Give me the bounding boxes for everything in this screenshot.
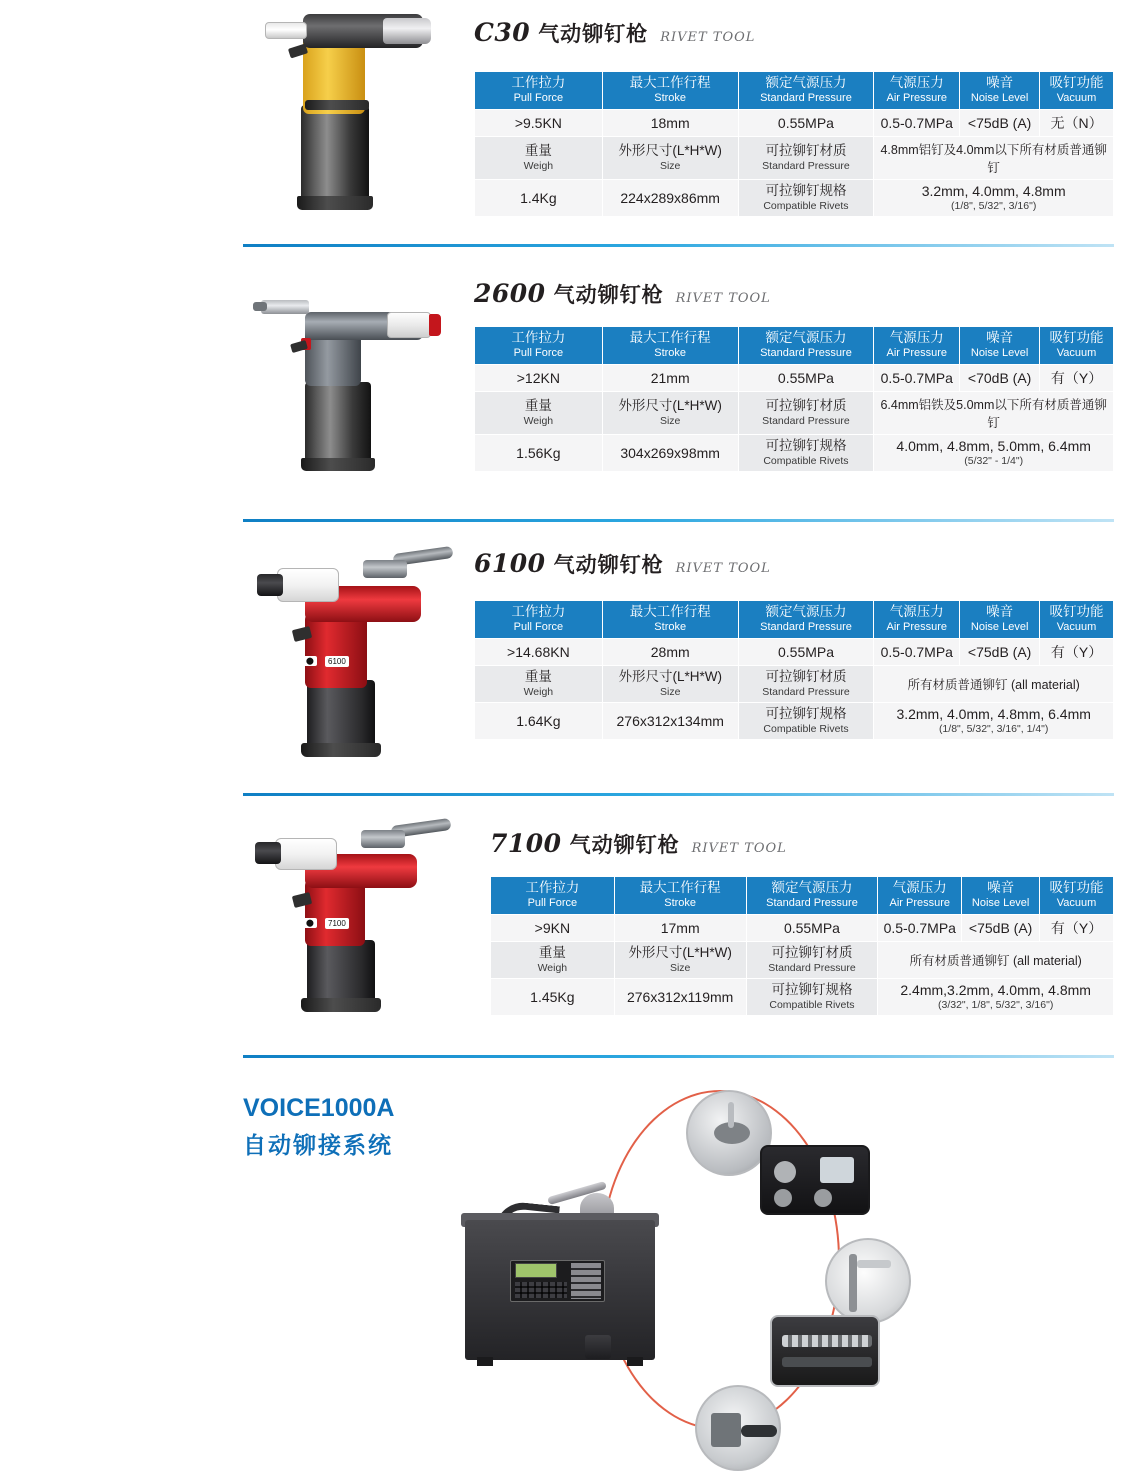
label-material: 可拉铆钉材质 Standard Pressure [738, 665, 874, 702]
spec-table-6100 [474, 600, 1114, 740]
header-standard-pressure: 额定气源压力 Standard Pressure [738, 601, 874, 639]
section-divider-3 [243, 793, 1114, 796]
value-air-pressure: 0.5-0.7MPa [874, 109, 960, 136]
product-title-en: RIVET TOOL [691, 841, 787, 856]
header-noise: 噪音 Noise Level [960, 72, 1040, 110]
value-noise: <75dB (A) [962, 914, 1040, 941]
value-stroke: 21mm [602, 364, 738, 391]
machine-foot-right [627, 1357, 643, 1366]
value-pull-force: >9KN [491, 914, 615, 941]
header-stroke: 最大工作行程 Stroke [602, 327, 738, 365]
table-row [475, 702, 1114, 739]
value-vacuum: 无（N） [1040, 109, 1114, 136]
value-material: 所有材质普通铆钉 (all material) [878, 941, 1114, 978]
process-photo-5 [695, 1385, 781, 1471]
header-stroke: 最大工作行程 Stroke [602, 72, 738, 110]
table-row [491, 914, 1114, 941]
header-pull-force: 工作拉力 Pull Force [475, 72, 603, 110]
header-stroke: 最大工作行程 Stroke [602, 601, 738, 639]
table-row [475, 72, 1114, 110]
product-title-en: RIVET TOOL [660, 30, 756, 45]
header-pull-force: 工作拉力 Pull Force [475, 327, 603, 365]
product-title-2600 [474, 279, 771, 309]
table-row [475, 327, 1114, 365]
product-image-7100 [243, 820, 468, 1035]
value-noise: <75dB (A) [960, 638, 1040, 665]
section-divider-2 [243, 519, 1114, 522]
value-pull-force: >12KN [475, 364, 603, 391]
value-size: 304x269x98mm [602, 434, 738, 471]
table-row [475, 638, 1114, 665]
header-standard-pressure: 额定气源压力 Standard Pressure [746, 877, 878, 915]
product-model: 7100 [490, 829, 562, 858]
value-standard-pressure: 0.55MPa [746, 914, 878, 941]
table-row [475, 665, 1114, 702]
label-size: 外形尺寸(L*H*W) Size [614, 941, 746, 978]
table-row [475, 364, 1114, 391]
header-noise: 噪音 Noise Level [960, 601, 1040, 639]
header-air-pressure: 气源压力 Air Pressure [874, 72, 960, 110]
label-weight: 重量 Weigh [491, 941, 615, 978]
value-stroke: 17mm [614, 914, 746, 941]
value-vacuum: 有（Y） [1040, 364, 1114, 391]
header-vacuum: 吸钉功能 Vacuum [1040, 601, 1114, 639]
value-air-pressure: 0.5-0.7MPa [874, 364, 960, 391]
value-standard-pressure: 0.55MPa [738, 364, 874, 391]
value-weight: 1.56Kg [475, 434, 603, 471]
table-row [491, 941, 1114, 978]
spec-table-7100 [490, 876, 1114, 1016]
product-model: C30 [474, 18, 531, 47]
product-image-2600 [243, 272, 468, 497]
table-row [475, 434, 1114, 471]
header-air-pressure: 气源压力 Air Pressure [874, 327, 960, 365]
value-rivets: 3.2mm, 4.0mm, 4.8mm, 6.4mm (1/8", 5/32", 3/16", 1/4") [874, 702, 1114, 739]
label-weight: 重量 Weigh [475, 665, 603, 702]
section-divider-1 [243, 244, 1114, 247]
label-rivets: 可拉铆钉规格 Compatible Rivets [738, 434, 874, 471]
label-size: 外形尺寸(L*H*W) Size [602, 136, 738, 179]
label-rivets: 可拉铆钉规格 Compatible Rivets [746, 978, 878, 1015]
value-material: 所有材质普通铆钉 (all material) [874, 665, 1114, 702]
product-title-7100 [490, 829, 787, 859]
header-standard-pressure: 额定气源压力 Standard Pressure [738, 72, 874, 110]
label-size: 外形尺寸(L*H*W) Size [602, 665, 738, 702]
voice-product-name: VOICE1000A [243, 1094, 395, 1122]
value-rivets: 4.0mm, 4.8mm, 5.0mm, 6.4mm (5/32" - 1/4") [874, 434, 1114, 471]
machine-foot-left [477, 1357, 493, 1366]
tool-badge: 6100 [325, 656, 349, 667]
table-row [491, 978, 1114, 1015]
table-row [475, 391, 1114, 434]
machine-keypad [515, 1282, 567, 1298]
header-noise: 噪音 Noise Level [962, 877, 1040, 915]
header-vacuum: 吸钉功能 Vacuum [1040, 72, 1114, 110]
product-image-6100 [243, 540, 468, 775]
process-photo-2 [760, 1145, 870, 1215]
value-weight: 1.4Kg [475, 179, 603, 216]
table-row [475, 601, 1114, 639]
value-pull-force: >14.68KN [475, 638, 603, 665]
value-air-pressure: 0.5-0.7MPa [878, 914, 962, 941]
product-title-cn: 气动铆钉枪 [553, 554, 664, 577]
product-title-cn: 气动铆钉枪 [553, 284, 664, 307]
value-vacuum: 有（Y） [1040, 914, 1114, 941]
value-stroke: 18mm [602, 109, 738, 136]
value-material: 4.8mm铝钉及4.0mm以下所有材质普通铆钉 [874, 136, 1114, 179]
header-air-pressure: 气源压力 Air Pressure [874, 601, 960, 639]
machine-tank [585, 1335, 611, 1359]
section-divider-4 [243, 1055, 1114, 1058]
process-photo-4 [770, 1315, 880, 1387]
value-size: 224x289x86mm [602, 179, 738, 216]
value-stroke: 28mm [602, 638, 738, 665]
label-size: 外形尺寸(L*H*W) Size [602, 391, 738, 434]
header-pull-force: 工作拉力 Pull Force [475, 601, 603, 639]
value-size: 276x312x119mm [614, 978, 746, 1015]
voice-title-block [243, 1094, 394, 1160]
product-image-c30 [243, 0, 468, 240]
voice1000a-machine-image [455, 1185, 670, 1380]
table-row [475, 109, 1114, 136]
table-row [475, 179, 1114, 216]
product-title-cn: 气动铆钉枪 [569, 834, 680, 857]
value-standard-pressure: 0.55MPa [738, 109, 874, 136]
value-standard-pressure: 0.55MPa [738, 638, 874, 665]
product-title-c30 [474, 18, 755, 48]
product-model: 2600 [474, 279, 546, 308]
process-photo-3 [825, 1238, 911, 1324]
header-pull-force: 工作拉力 Pull Force [491, 877, 615, 915]
label-material: 可拉铆钉材质 Standard Pressure [738, 136, 874, 179]
value-noise: <75dB (A) [960, 109, 1040, 136]
tool-badge: 7100 [325, 918, 349, 929]
value-vacuum: 有（Y） [1040, 638, 1114, 665]
product-model: 6100 [474, 549, 546, 578]
value-size: 276x312x134mm [602, 702, 738, 739]
value-weight: 1.45Kg [491, 978, 615, 1015]
value-pull-force: >9.5KN [475, 109, 603, 136]
table-row [475, 136, 1114, 179]
header-noise: 噪音 Noise Level [960, 327, 1040, 365]
brand-badge: ⬤ [303, 656, 317, 666]
table-row [491, 877, 1114, 915]
header-air-pressure: 气源压力 Air Pressure [878, 877, 962, 915]
product-title-en: RIVET TOOL [675, 561, 771, 576]
label-rivets: 可拉铆钉规格 Compatible Rivets [738, 179, 874, 216]
value-air-pressure: 0.5-0.7MPa [874, 638, 960, 665]
label-rivets: 可拉铆钉规格 Compatible Rivets [738, 702, 874, 739]
product-title-cn: 气动铆钉枪 [538, 23, 649, 46]
machine-display [515, 1263, 557, 1278]
label-weight: 重量 Weigh [475, 136, 603, 179]
header-stroke: 最大工作行程 Stroke [614, 877, 746, 915]
value-rivets: 3.2mm, 4.0mm, 4.8mm (1/8", 5/32", 3/16") [874, 179, 1114, 216]
label-material: 可拉铆钉材质 Standard Pressure [746, 941, 878, 978]
header-vacuum: 吸钉功能 Vacuum [1040, 327, 1114, 365]
machine-button-column [571, 1263, 601, 1299]
product-title-6100 [474, 549, 771, 579]
label-material: 可拉铆钉材质 Standard Pressure [738, 391, 874, 434]
header-vacuum: 吸钉功能 Vacuum [1040, 877, 1114, 915]
value-weight: 1.64Kg [475, 702, 603, 739]
spec-table-2600 [474, 326, 1114, 472]
product-title-en: RIVET TOOL [675, 291, 771, 306]
value-rivets: 2.4mm,3.2mm, 4.0mm, 4.8mm (3/32", 1/8", 5/32", 3/16") [878, 978, 1114, 1015]
brand-badge: ⬤ [303, 918, 317, 928]
voice-product-subtitle: 自动铆接系统 [243, 1132, 393, 1158]
value-material: 6.4mm铝铁及5.0mm以下所有材质普通铆钉 [874, 391, 1114, 434]
value-noise: <70dB (A) [960, 364, 1040, 391]
label-weight: 重量 Weigh [475, 391, 603, 434]
header-standard-pressure: 额定气源压力 Standard Pressure [738, 327, 874, 365]
spec-table-c30 [474, 71, 1114, 217]
